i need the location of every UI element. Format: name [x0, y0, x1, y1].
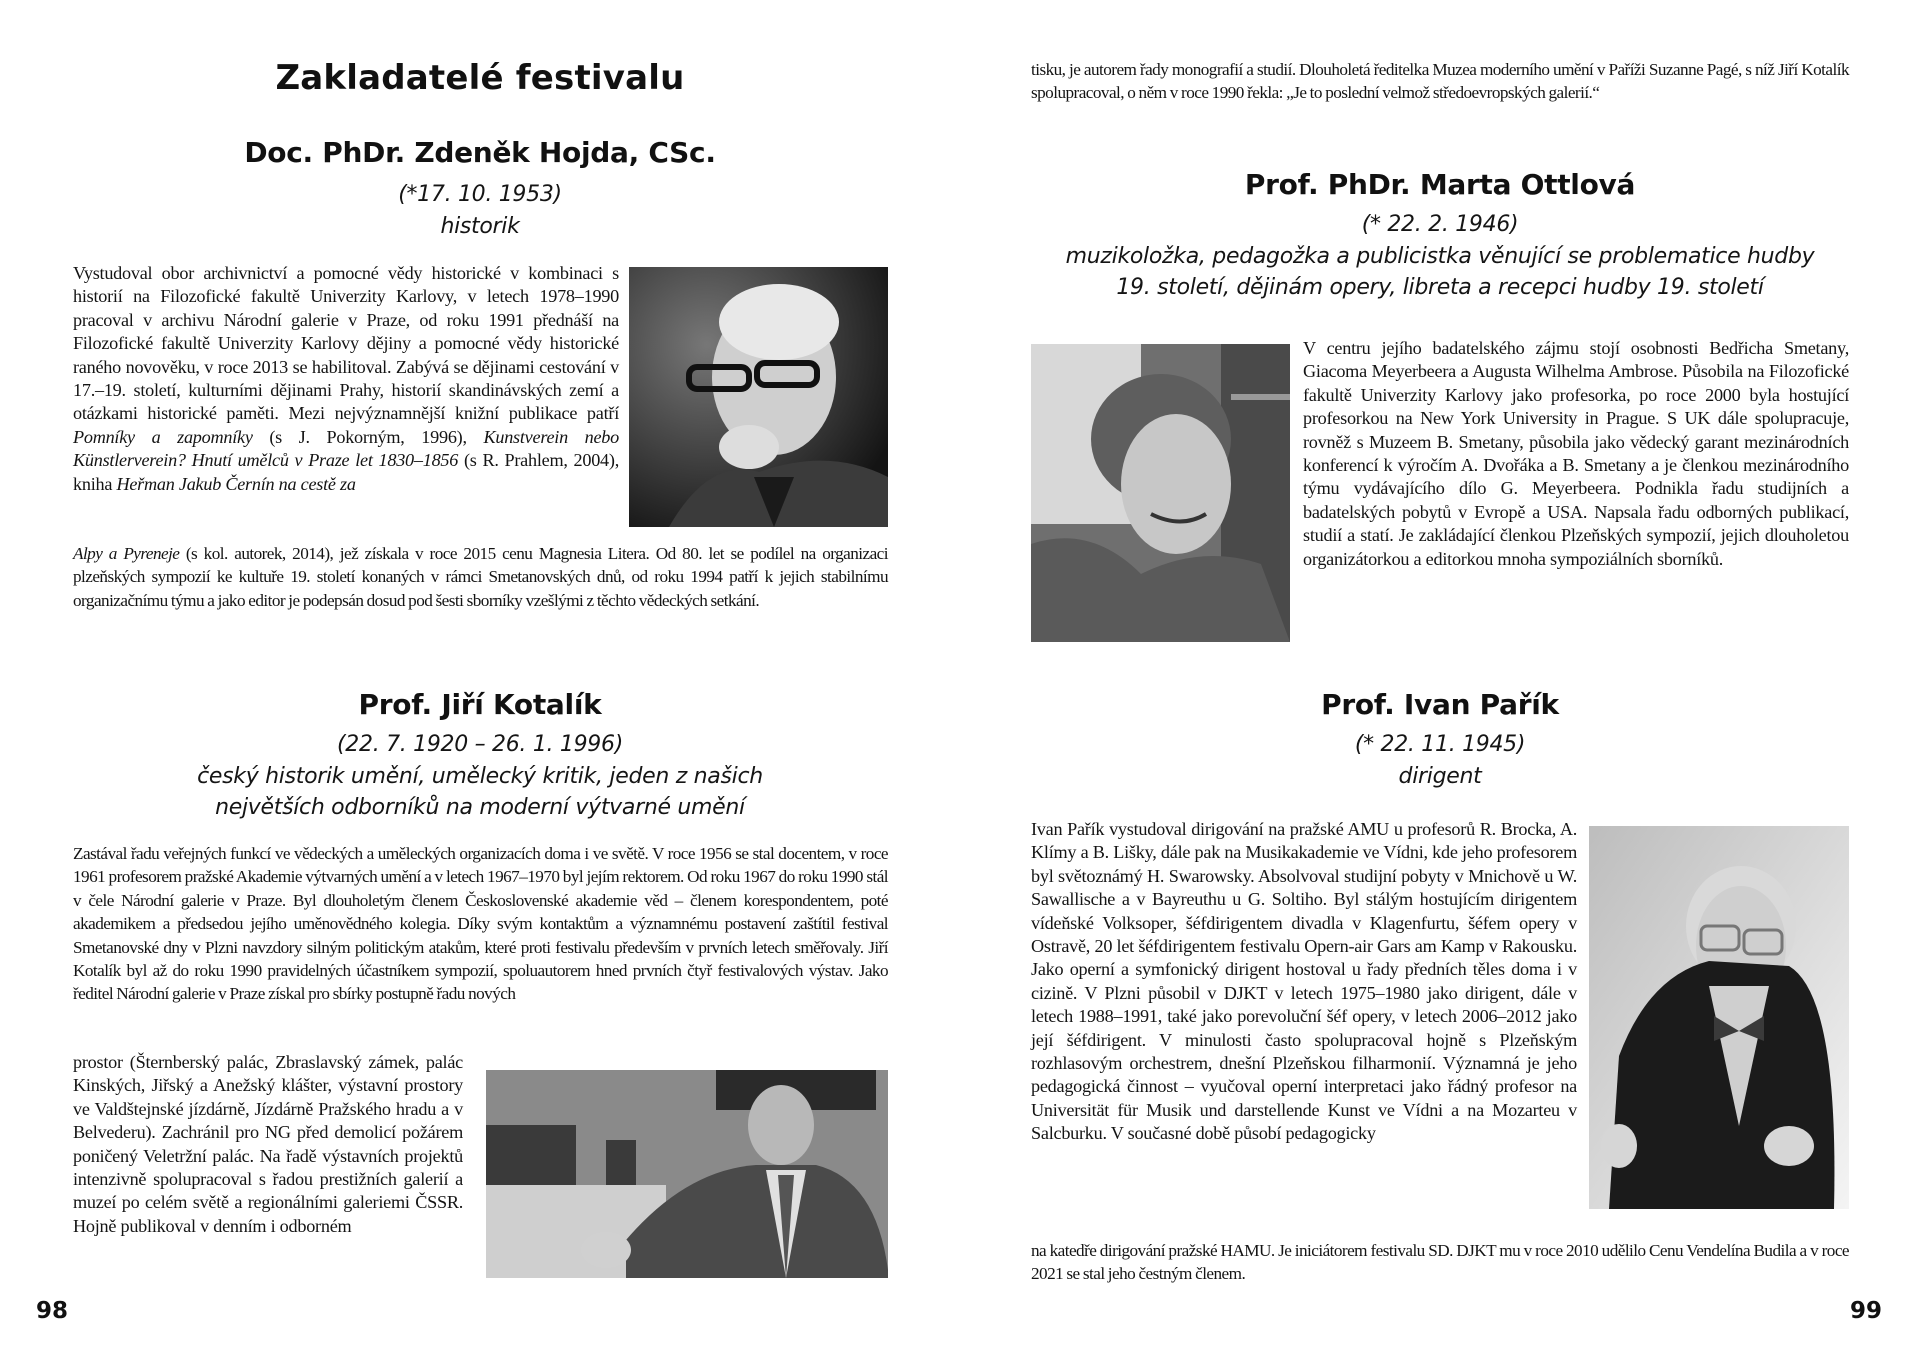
book-title: Heřman Jakub Černín na cestě za: [116, 473, 356, 494]
bio-text: (s J. Pokorným, 1996),: [252, 426, 484, 447]
profile-dates-hojda: (*17. 10. 1953): [398, 182, 562, 207]
bio-text: (s kol. autorek, 2014), jež získala v roce 2015 cenu Magnesia Litera. Od 80. let se podílel na organizaci plzeňských sympozií ke kultuře 19. století konaných v rámci Smetanovských dnů, od roku 1994 patří k jejich stabilnímu organizačnímu týmu a jako editor je podepsán dosud pod šesti sborníky vzešlými z těchto vědeckých setkání.: [73, 544, 888, 610]
profile-role-kotalik-line1: český historik umění, umělecký kritik, jeden z našich: [197, 764, 763, 789]
photo-ottlova: [1031, 344, 1290, 642]
bio-parik-part2: na katedře dirigování pražské HAMU. Je iniciátorem festivalu SD. DJKT mu v roce 2010 udělilo Cenu Vendelína Budila a v roce 2021 se stal jeho čestným členem.: [1031, 1241, 1849, 1284]
bio-text: Vystudoval obor archivnictví a pomocné vědy historické v kombinaci s historií na Filozofické fakultě Univerzity Karlovy, v letech 1978–1990 pracoval v archivu Národní galerie v Praze, od roku 1991 přednáší na Filozofické fakultě Univerzity Karlovy dějiny a pomocné vědy historické raného novověku, v roce 2013 se habilitoval. Zabývá se dějinami cestování v 17.–19. století, kulturními dějinami Prahy, historií skandinávských zemí a otázkami historické paměti. Mezi nejvýznamnější knižní publikace patří: [73, 263, 619, 424]
profile-dates-kotalik: (22. 7. 1920 – 26. 1. 1996): [337, 732, 623, 757]
bio-ottlova: V centru jejího badatelského zájmu stojí osobnosti Bedřicha Smetany, Giacoma Meyerbeera a Augusta Wilhelma Ambrose. Působila na Filozofické fakultě Univerzity Karlovy jako profesorka, po roce 2000 byla hostující profesorkou na New York University in Prague. S UK dále spolupracuje, rovněž s Muzeem B. Smetany, působila jako vědecký garant mezinárodních konferencí k výročím A. Dvořáka a B. Smetany a je členkou mezinárodního týmu vydávajícího dílo G. Meyerbeera. Podnikla řadu studijních a badatelských pobytů v Evropě a USA. Napsala řadu odborných publikací, studií a statí. Je zakládající členkou Plzeňských sympozií, jejich dlouholetou organizátorkou a editorkou mnoha sympoziálních sborníků.: [1303, 338, 1849, 569]
bio-hojda-part2: [73, 542, 888, 612]
photo-parik: [1589, 826, 1849, 1209]
photo-kotalik: [486, 1070, 888, 1278]
page-number-right: 99: [1850, 1298, 1883, 1324]
profile-role-kotalik-line2: největších odborníků na moderní výtvarné umění: [215, 795, 745, 820]
book-title: Alpy a Pyreneje: [73, 544, 180, 563]
profile-name-ottlova: Prof. PhDr. Marta Ottlová: [1244, 168, 1636, 201]
bio-kotalik-part1: Zastával řadu veřejných funkcí ve vědeckých a uměleckých organizacích doma i ve světě. V roce 1956 se stal docentem, v roce 1961 profesorem pražské Akademie výtvarných umění a v letech 1967–1970 byl jejím rektorem. Od roku 1967 do roku 1990 stál v čele Národní galerie v Praze. Byl dlouholetým členem Československé akademie věd – členem korespondentem, poté akademikem a předsedou jejího uměnovědného kolegia. Díky svým kontaktům a významnému postavení zaštítil festival Smetanovské dny v Plzni navzdory silným politickým atakům, které proti festivalu především v prvních letech směřovaly. Jiří Kotalík byl až do roku 1990 pravidelných účastníkem sympozií, spoluautorem hned prvních čtyř festivalových výstav. Jako ředitel Národní galerie v Praze získal pro sbírky postupně řadu nových: [73, 844, 888, 1004]
book-title: Pomníky a zapomníky: [73, 426, 253, 447]
profile-name-hojda: Doc. PhDr. Zdeněk Hojda, CSc.: [244, 136, 716, 169]
book-title: Kunstverein nebo Künstlerverein? Hnutí umělců v Praze let 1830–1856: [73, 426, 619, 471]
bio-kotalik-continuation: tisku, je autorem řady monografií a studií. Dlouholetá ředitelka Muzea moderního umění v Paříži Suzanne Pagé, s níž Jiří Kotalík spolupracoval, o něm v roce 1990 řekla: „Je to poslední velmož středoevropských galerií.“: [1031, 60, 1849, 103]
profile-dates-parik: (* 22. 11. 1945): [1354, 732, 1526, 757]
bio-hojda-part1: [73, 262, 619, 496]
page-number-left: 98: [36, 1298, 69, 1324]
profile-name-kotalik: Prof. Jiří Kotalík: [358, 688, 602, 721]
section-title: Zakladatelé festivalu: [275, 58, 685, 98]
right-page: [960, 0, 1920, 1362]
bio-text: (s R. Prahlem, 2004), kniha: [73, 450, 619, 494]
profile-role-ottlova-line2: 19. století, dějinám opery, libreta a recepci hudby 19. století: [1116, 275, 1764, 300]
bio-kotalik-part2: prostor (Šternberský palác, Zbraslavský zámek, palác Kinských, Jiřský a Anežský klášter, výstavní prostory ve Valdštejnské jízdárně, Jízdárně Pražského hradu a v Belvederu). Zachránil pro NG před demolicí požárem poničený Veletržní palác. Na řadě výstavních projektů intenzivně spolupracoval s řadou prestižních galerií a muzeí po celém světě a regionálními galeriemi ČSSR. Hojně publikoval v denním i odborném: [73, 1052, 463, 1236]
profile-role-hojda: historik: [440, 214, 520, 239]
bio-parik-part1: Ivan Pařík vystudoval dirigování na pražské AMU u profesorů R. Brocka, A. Klímy a B. Lišky, dále pak na Musikakademie ve Vídni, kde jeho profesorem byl světoznámý H. Swarowsky. Absolvoval studijní pobyty v Mnichově u W. Sawallische a v Bayreuthu u G. Soltiho. Byl stálým hostujícím dirigentem vídeňské Volksoper, šéfdirigentem divadla v Klagenfurtu, šéfem opery v Ostravě, 20 let šéfdirigentem festivalu Opern-air Gars am Kamp v Rakousku. Jako operní a symfonický dirigent hostoval u řady předních těles doma i v cizině. V Plzni působil v DJKT v letech 1975–1980 jako dirigent, dále v letech 1988–1991, také jako porevoluční šéf opery, v letech 2006–2012 jako její šéfdirigent. V minulosti často spolupracoval hojně s Plzeňským rozhlasovým orchestrem, dnešní Plzeňskou filharmonií. Významná je jeho pedagogická činnost – vyučoval operní interpretaci jako řádný profesor na Universität für Musik und darstellende Kunst ve Vídni a na Mozarteu v Salcburku. V současné době působí pedagogicky: [1031, 819, 1577, 1144]
profile-name-parik: Prof. Ivan Pařík: [1321, 688, 1559, 721]
profile-role-ottlova-line1: muzikoložka, pedagožka a publicistka věnující se problematice hudby: [1065, 244, 1815, 269]
profile-role-parik: dirigent: [1398, 764, 1482, 789]
profile-dates-ottlova: (* 22. 2. 1946): [1361, 212, 1519, 237]
photo-hojda: [629, 267, 888, 527]
